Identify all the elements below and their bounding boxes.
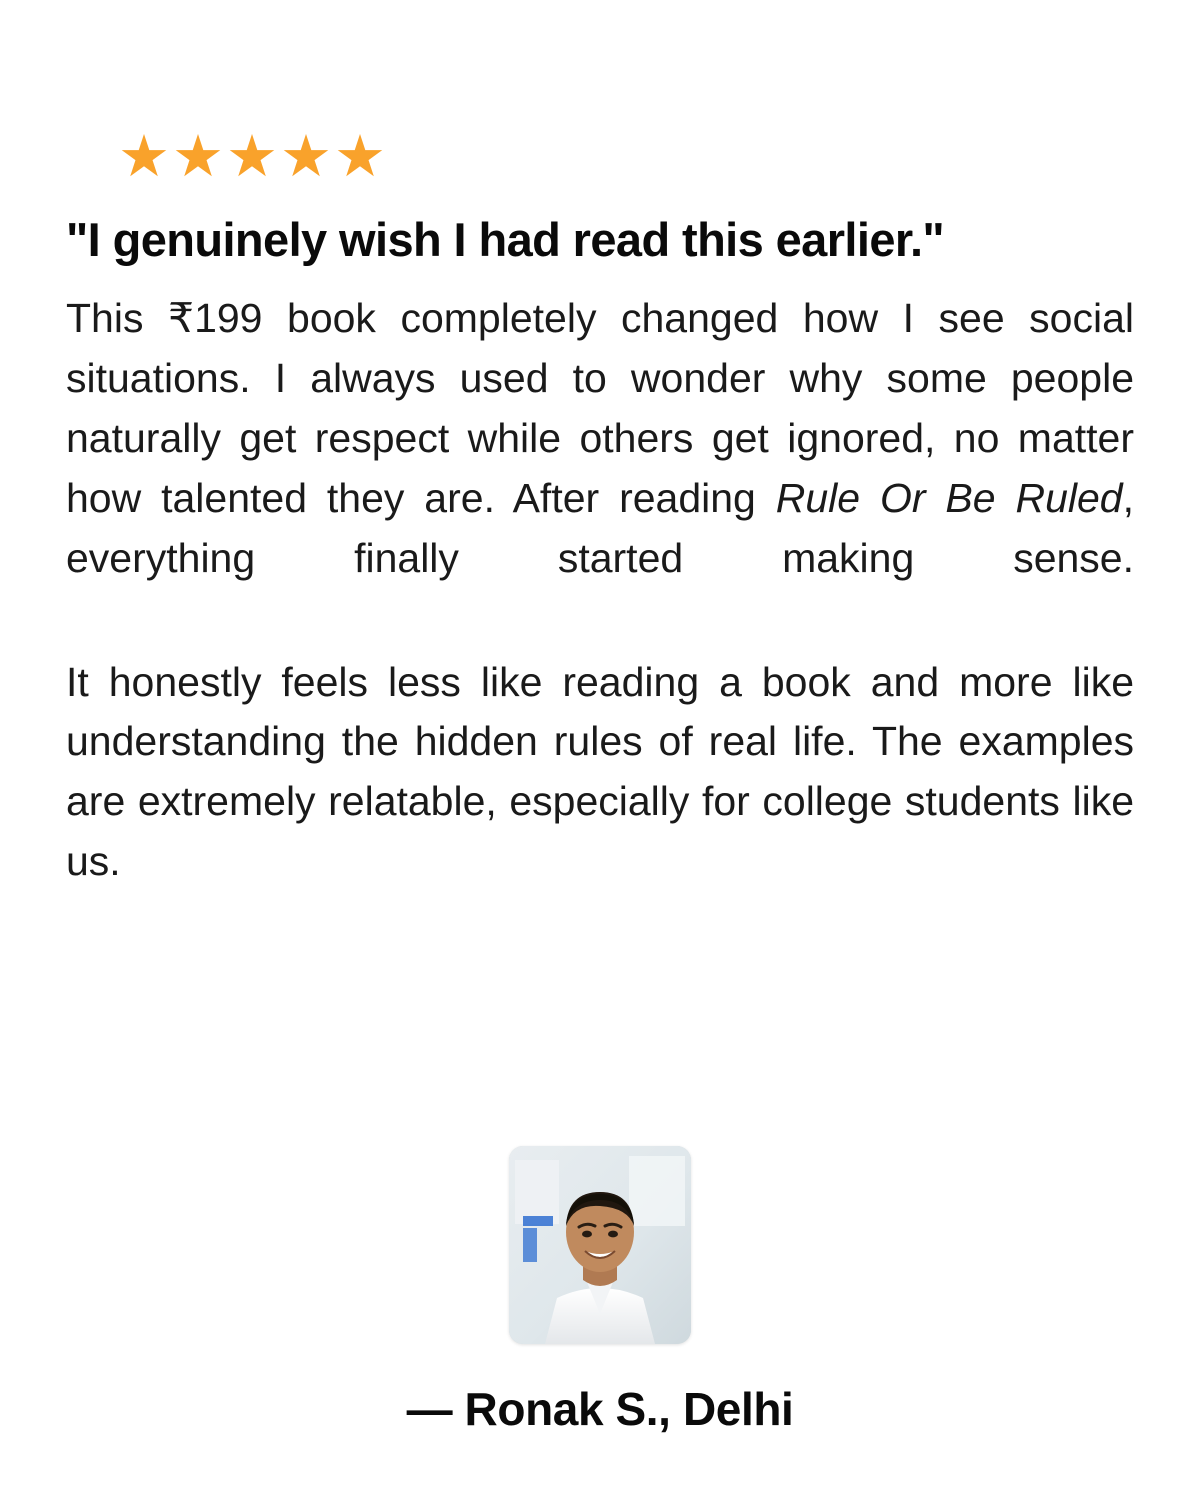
review-headline: "I genuinely wish I had read this earlier." — [66, 213, 945, 266]
star-icon: ★ — [334, 124, 386, 189]
star-rating — [118, 124, 1134, 189]
layout-spacer — [66, 956, 1134, 1146]
review-paragraph-1-text-after: , everything finally started making sense. — [66, 475, 1134, 581]
avatar — [509, 1146, 691, 1344]
book-title: Rule Or Be Ruled — [775, 475, 1123, 522]
star-icon: ★ — [172, 124, 224, 189]
avatar-container — [66, 1146, 1134, 1344]
reviewer-attribution: — Ronak S., Delhi — [406, 1383, 794, 1435]
star-icon: ★ — [280, 124, 332, 189]
review-paragraph-2: It honestly feels less like reading a book and more like understanding the hidden rules of real life. The examples are extremely relatable, especially for college students like us. — [66, 658, 1134, 885]
review-paragraph-1 — [66, 289, 1134, 648]
star-icon: ★ — [118, 124, 170, 189]
review-paragraph-1-text-before: This ₹199 book completely changed how I see social situations. I always used to wonder why some people naturally get respect while others get ignored, no matter how talented they are. After reading — [66, 295, 1134, 522]
avatar-portrait-icon — [509, 1146, 691, 1344]
star-icon: ★ — [226, 124, 278, 189]
